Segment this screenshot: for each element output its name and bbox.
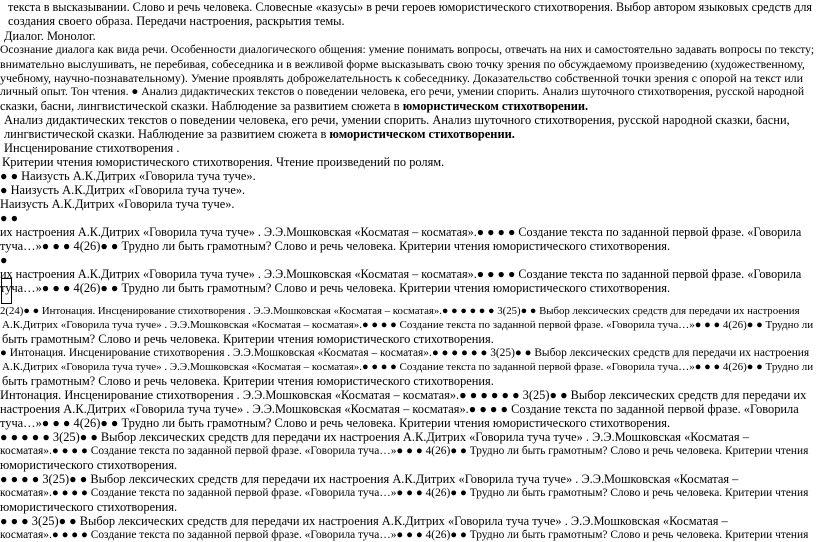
line-text: личный опыт. Тон чтения. ● Анализ дидактических текстов о поведении человека, его речи, умении спорить. Анализ шуточного стихотворения, русской народной xyxy=(0,85,805,98)
line-text: А.К.Дитрих «Говорила туча туче» . Э.Э.Мошковская «Косматая – косматая».● ● ● ● Создание текста по заданной первой фразе. «Говорила туча…»● ● ● 4(26)● ● Трудно ли xyxy=(2,361,814,373)
text-line xyxy=(0,267,801,281)
line-text: лингвистической сказки. Наблюдение за развитием сюжета в xyxy=(4,127,330,141)
text-line xyxy=(0,430,749,444)
line-text: ● xyxy=(0,253,8,267)
text-line xyxy=(4,127,515,141)
line-text: ● ● xyxy=(0,211,19,225)
line-text: косматая».● ● ● ● Создание текста по заданной первой фразе. «Говорила туча…»● ● ● 4(26)● ● Трудно ли быть грамотным? Слово и речь человека. Критерии чтения xyxy=(0,529,809,541)
line-text: ● ● ● ● ● 3(25)● ● Выбор лексических средств для передачи их настроения А.К.Дитрих «Говорила туча туче» . Э.Э.Мошковская «Косматая – xyxy=(0,430,749,444)
line-text: ● ● ● ● 3(25)● ● Выбор лексических средств для передачи их настроения А.К.Дитрих «Говорила туча туче» . Э.Э.Мошковская «Косматая – xyxy=(0,472,739,486)
line-bold-text: юмористическом стихотворении. xyxy=(329,127,515,141)
text-line xyxy=(0,85,804,99)
line-text: ● ● ● 3(25)● ● Выбор лексических средств для передачи их настроения А.К.Дитрих «Говорила туча туче» . Э.Э.Мошковская «Косматая – xyxy=(0,514,728,528)
text-line xyxy=(0,281,670,295)
line-text: косматая».● ● ● ● Создание текста по заданной первой фразе. «Говорила туча…»● ● ● 4(26)● ● Трудно ли быть грамотным? Слово и речь человека. Критерии чтения xyxy=(0,445,809,457)
text-line xyxy=(2,332,494,346)
line-text: Критерии чтения юмористического стихотворения. Чтение произведений по ролям. xyxy=(2,155,445,169)
text-line xyxy=(0,183,245,197)
line-text: их настроения А.К.Дитрих «Говорила туча туче» . Э.Э.Мошковская «Косматая – косматая».● ● ● ● Создание текста по заданной первой фразе. «Говорила xyxy=(0,225,802,239)
line-text: юмористического стихотворения. xyxy=(0,500,178,514)
line-text: настроения А.К.Дитрих «Говорила туча туче» . Э.Э.Мошковская «Косматая – косматая».● ● ● ● Создание текста по заданной первой фразе. «Говорила xyxy=(0,402,799,416)
text-line xyxy=(0,99,588,113)
text-line xyxy=(0,71,803,85)
line-text: ● Наизусть А.К.Дитрих «Говорила туча туче». xyxy=(0,183,246,197)
text-line xyxy=(0,472,738,486)
text-line xyxy=(4,141,179,155)
text-line xyxy=(2,155,444,169)
line-text: внимательно выслушивать, не перебивая, собеседника и в вежливой форме высказывать свою точку зрения по обсуждаемому произведению (художественному, xyxy=(0,57,805,71)
text-line xyxy=(4,113,790,127)
text-line xyxy=(2,374,494,388)
text-line xyxy=(0,197,235,211)
text-line xyxy=(0,416,670,430)
line-text: ● ● Наизусть А.К.Дитрих «Говорила туча туче». xyxy=(0,169,256,183)
text-line xyxy=(0,528,808,542)
line-text: юмористического стихотворения. xyxy=(0,458,178,472)
text-line xyxy=(0,211,18,225)
line-text: А.К.Дитрих «Говорила туча туче» . Э.Э.Мошковская «Косматая – косматая».● ● ● ● Создание текста по заданной первой фразе. «Говорила туча…»● ● ● 4(26)● ● Трудно ли xyxy=(2,319,814,331)
line-text: косматая».● ● ● ● Создание текста по заданной первой фразе. «Говорила туча…»● ● ● 4(26)● ● Трудно ли быть грамотным? Слово и речь человека. Критерии чтения xyxy=(0,487,809,499)
line-text: создания своего образа. Передачи настроения, раскрытия темы. xyxy=(8,14,345,28)
line-text: туча…»● ● ● 4(26)● ● Трудно ли быть грамотным? Слово и речь человека. Критерии чтения юмористического стихотворения. xyxy=(0,239,671,253)
text-line xyxy=(0,253,7,267)
text-line xyxy=(8,0,812,14)
text-line xyxy=(0,514,728,528)
line-text: туча…»● ● ● 4(26)● ● Трудно ли быть грамотным? Слово и речь человека. Критерии чтения юмористического стихотворения. xyxy=(0,416,671,430)
text-line xyxy=(0,402,799,416)
text-line xyxy=(0,43,814,57)
line-bold-text: юмористическом стихотворении. xyxy=(402,99,589,113)
line-text: Осознание диалога как вида речи. Особенности диалогического общения: умение понимать вопросы, отвечать на них и самостоятельно задавать вопросы по тексту; xyxy=(0,43,815,56)
text-line xyxy=(0,444,808,458)
line-text: Диалог. Монолог. xyxy=(4,29,96,43)
line-text: Наизусть А.К.Дитрих «Говорила туча туче». xyxy=(0,197,235,211)
text-line xyxy=(0,169,256,183)
line-text: Интонация. Инсценирование стихотворения . Э.Э.Мошковская «Косматая – косматая».● ● ● ● ● ● 3(25)● ● Выбор лексических средств для передачи их xyxy=(0,388,807,402)
line-text: Инсценирование стихотворения . xyxy=(4,141,180,155)
text-line xyxy=(0,458,177,472)
text-line xyxy=(0,486,808,500)
line-text: учебному, научно-познавательному). Умение проявлять доброжелательность к собеседнику. Доказательство собственной точки зрения с опорой на текст или xyxy=(0,71,804,85)
text-line xyxy=(0,304,800,318)
text-line xyxy=(2,360,813,374)
text-line xyxy=(0,500,177,514)
line-text: ● Интонация. Инсценирование стихотворения . Э.Э.Мошковская «Косматая – косматая».● ● ● ● ● ● 3(25)● ● Выбор лексических средств для передачи их настроения xyxy=(0,347,810,359)
line-text: 2(24)● ● Интонация. Инсценирование стихотворения . Э.Э.Мошковская «Косматая – косматая».● ● ● ● ● ● 3(25)● ● Выбор лексических средств для передачи их настроения xyxy=(0,305,800,317)
text-line xyxy=(4,29,96,43)
line-text: туча…»● ● ● 4(26)● ● Трудно ли быть грамотным? Слово и речь человека. Критерии чтения юмористического стихотворения. xyxy=(0,281,671,295)
line-text: их настроения А.К.Дитрих «Говорила туча туче» . Э.Э.Мошковская «Косматая – косматая».● ● ● ● Создание текста по заданной первой фразе. «Говорила xyxy=(0,267,802,281)
text-line xyxy=(0,239,670,253)
line-text: быть грамотным? Слово и речь человека. Критерии чтения юмористического стихотворения. xyxy=(2,332,494,346)
line-text: текста в высказывании. Слово и речь человека. Словесные «казусы» в речи героев юмористического стихотворения. Выбор автором языковых средств для xyxy=(8,0,813,14)
text-line xyxy=(0,346,809,360)
line-text: сказки, басни, лингвистической сказки. Наблюдение за развитием сюжета в xyxy=(0,99,403,113)
line-text: Анализ дидактических текстов о поведении человека, его речи, умении спорить. Анализ шуточного стихотворения, русской народной сказки, басни, xyxy=(4,113,790,127)
text-line xyxy=(0,225,801,239)
text-line xyxy=(2,318,813,332)
line-text: быть грамотным? Слово и речь человека. Критерии чтения юмористического стихотворения. xyxy=(2,374,494,388)
text-line xyxy=(8,14,345,28)
text-line xyxy=(0,388,806,402)
text-line xyxy=(0,57,805,71)
